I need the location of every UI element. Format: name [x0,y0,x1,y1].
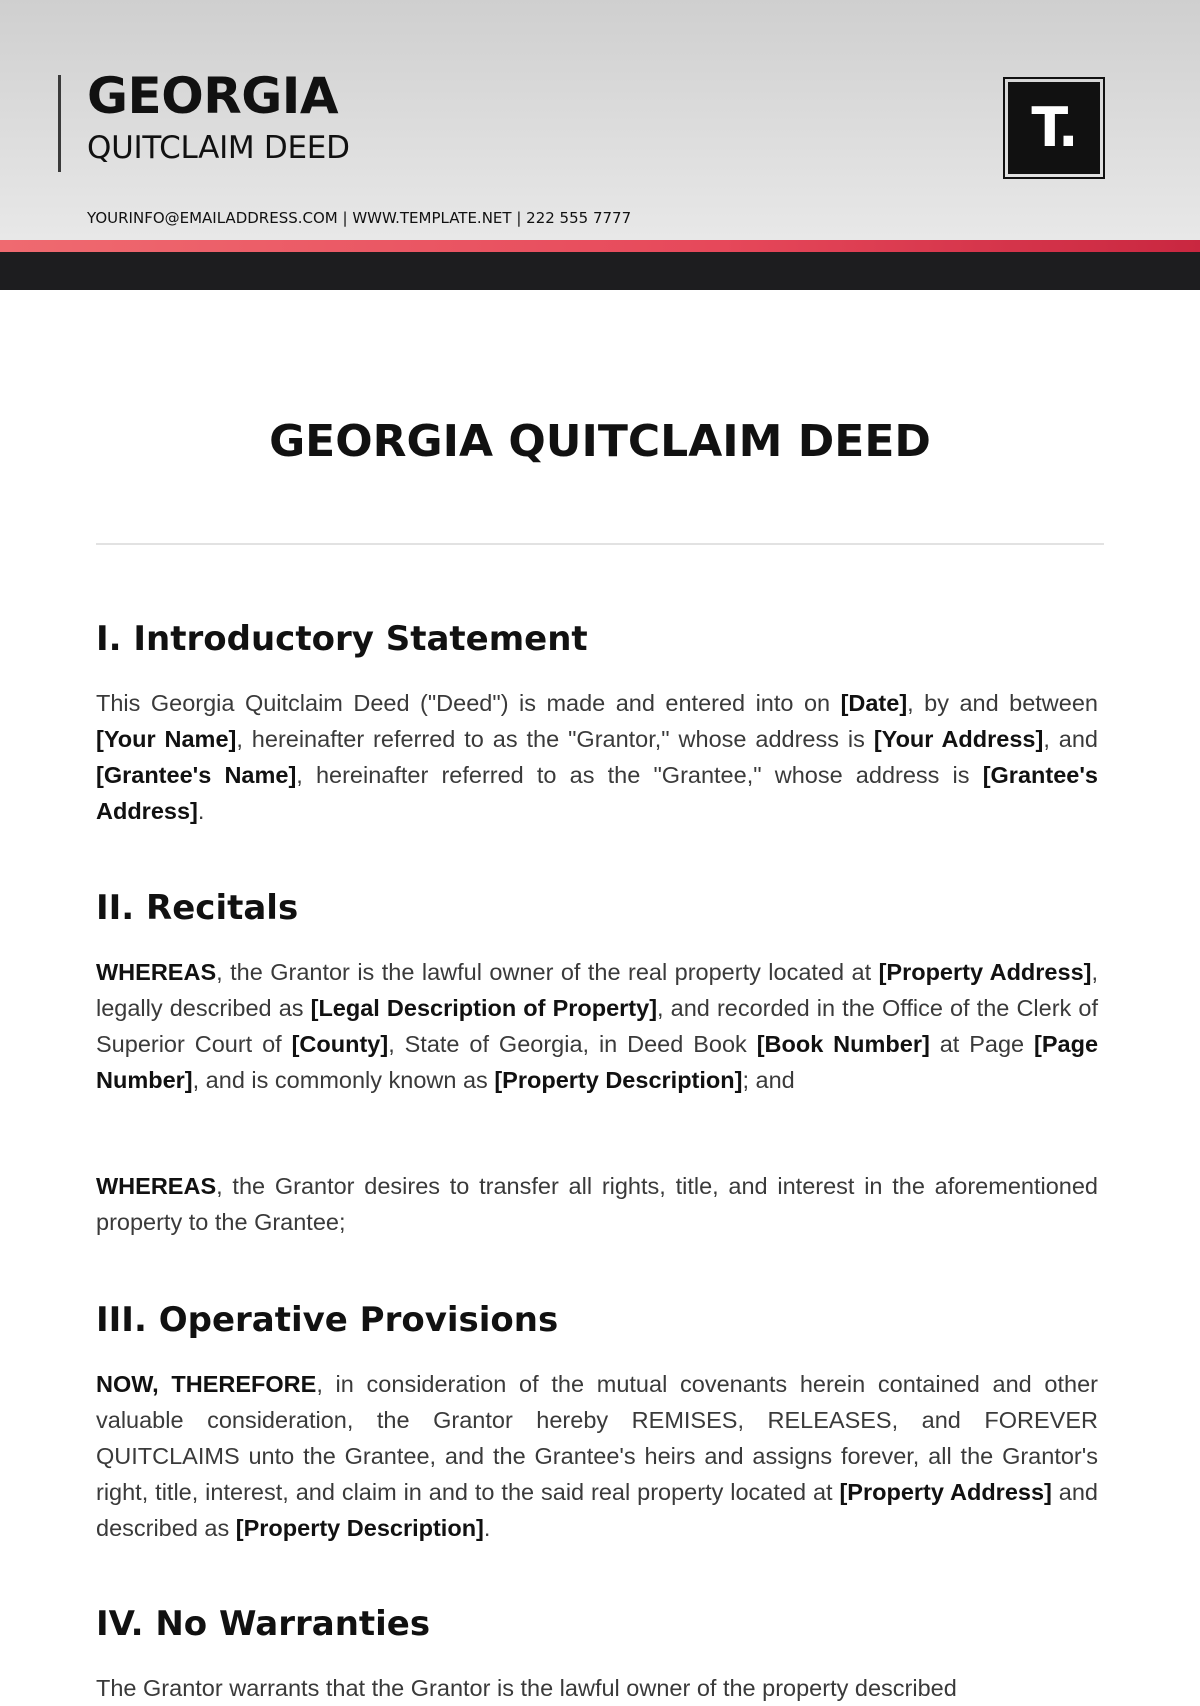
paragraph-text: , hereinafter referred to as the "Grantor," whose address is [236,726,874,752]
placeholder-field: [Property Description] [235,1515,484,1541]
paragraph-text: The Grantor warrants that the Grantor is the lawful owner of the property described [96,1675,957,1701]
paragraph-text: , and recorded in the Office of the Clerk of Superior Court of [96,995,1098,1057]
page-header [0,0,1200,240]
paragraph-text: , by and between [907,690,1098,716]
header-red-stripe [0,240,1200,252]
contact-info: YOURINFO@EMAILADDRESS.COM | WWW.TEMPLATE.NET | 222 555 7777 [87,209,632,227]
placeholder-field: WHEREAS [96,1173,217,1199]
brand-title: GEORGIA [87,67,339,125]
section-heading-introductory-statement: I. Introductory Statement [96,619,588,659]
paragraph-text: . [483,1515,491,1541]
paragraph-text: , the Grantor desires to transfer all rights, title, and interest in the aforementioned property to the Grantee; [96,1173,1098,1235]
placeholder-field: [Date] [840,690,908,716]
placeholder-field: [Property Description] [494,1067,743,1093]
paragraph-text: , the Grantor is the lawful owner of the real property located at [216,959,879,985]
title-divider [96,543,1104,545]
template-logo-icon: T. [1008,82,1100,174]
paragraph-text: , State of Georgia, in Deed Book [388,1031,757,1057]
placeholder-field: [Legal Description of Property] [310,995,658,1021]
placeholder-field: [Your Address] [873,726,1044,752]
header-black-stripe [0,252,1200,290]
paragraph-text: ; and [742,1067,795,1093]
header-accent-bar [58,75,61,172]
placeholder-field: [Your Name] [96,726,237,752]
paragraph-introductory-statement [96,685,1098,829]
brand-subtitle: QUITCLAIM DEED [87,130,350,166]
paragraph-operative-provisions [96,1366,1098,1546]
placeholder-field: [Page Number] [96,1031,1099,1093]
placeholder-field: [Book Number] [756,1031,930,1057]
paragraph-text: This Georgia Quitclaim Deed ("Deed") is made and entered into on [96,690,841,716]
paragraph-text: , and [1043,726,1098,752]
placeholder-field: [Grantee's Name] [96,762,297,788]
section-heading-operative-provisions: III. Operative Provisions [96,1300,559,1340]
placeholder-field: [Property Address] [839,1479,1052,1505]
paragraph-recitals-whereas-2 [96,1168,1098,1240]
paragraph-text: , in consideration of the mutual covenants herein contained and other valuable consideration, the Grantor hereby REMISES, RELEASES, and FOREVER QUITCLAIMS unto the Grantee, and the Grantee's heirs and assigns forever, all the Grantor's right, title, interest, and claim in and to the said real property located at [96,1371,1098,1505]
placeholder-field: [County] [291,1031,389,1057]
section-heading-no-warranties: IV. No Warranties [96,1604,431,1644]
document-title: GEORGIA QUITCLAIM DEED [269,416,931,467]
placeholder-field: WHEREAS [96,959,217,985]
paragraph-text: . [197,798,205,824]
paragraph-text: and described as [96,1479,1098,1541]
paragraph-text: at Page [929,1031,1035,1057]
paragraph-text: , and is commonly known as [192,1067,495,1093]
paragraph-text: , legally described as [96,959,1098,1021]
paragraph-text: , hereinafter referred to as the "Grantee," whose address is [296,762,983,788]
section-heading-recitals: II. Recitals [96,888,299,928]
paragraph-recitals-whereas-1 [96,954,1098,1098]
placeholder-field: [Property Address] [878,959,1092,985]
placeholder-field: NOW, THEREFORE [96,1371,317,1397]
placeholder-field: [Grantee's Address] [96,762,1098,824]
